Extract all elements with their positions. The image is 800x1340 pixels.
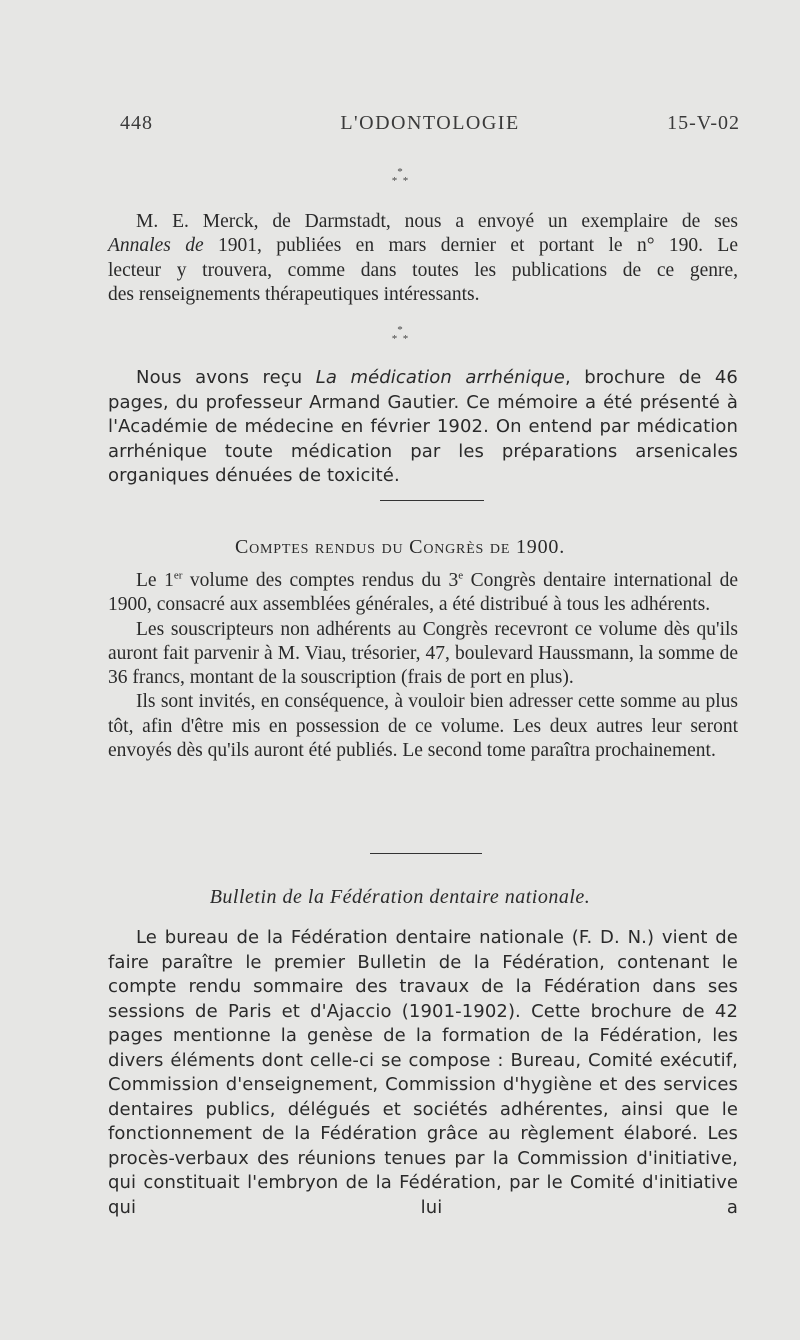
- p1-pre: Le 1: [136, 570, 174, 591]
- arrhenique-paragraph: [108, 366, 738, 489]
- section-divider-2: [370, 853, 482, 854]
- arrhenique-intro: Nous avons reçu: [136, 367, 316, 388]
- congres-paragraph-3: Ils sont invités, en conséquence, à vouloir bien adresser cette somme au plus tôt, afin d'être mis en possession de ce volume. Les deux autres leur seront envoyés dès qu'ils auront été publiés. Le second tome paraîtra prochainement.: [108, 691, 738, 762]
- congres-paragraph-2: Les souscripteurs non adhérents au Congrès recevront ce volume dès qu'ils auront fait parvenir à M. Viau, trésorier, 47, boulevard Haussmann, la somme de 36 francs, montant de la souscription (frais de port en plus).: [108, 618, 738, 689]
- book-title: La médication arrhénique: [315, 367, 565, 388]
- p1-sup: er: [173, 569, 183, 582]
- p1-sup2: e: [458, 569, 464, 582]
- bulletin-section: [108, 926, 738, 1220]
- merck-line-2-rest: 1901, publiées en mars dernier et portant le n° 190. Le: [218, 235, 738, 257]
- asterisk-pair: [0, 335, 800, 344]
- asterisk-right: *: [402, 175, 409, 187]
- merck-line-1: M. E. Merck, de Darmstadt, nous a envoyé un exemplaire de ses: [136, 211, 738, 232]
- arrhenique-note: [108, 366, 738, 489]
- merck-note: [108, 210, 738, 307]
- merck-line-3: lecteur y trouvera, comme dans toutes les publications de ce genre,: [108, 259, 738, 281]
- annales-title: Annales de: [108, 235, 204, 257]
- issue-date: 15-V-02: [667, 112, 740, 134]
- asterisk-left: *: [391, 175, 398, 187]
- section-divider-1: [380, 500, 484, 501]
- merck-line-4: des renseignements thérapeutiques intéressants.: [108, 283, 480, 305]
- asterisk-left: *: [391, 333, 398, 345]
- asterisk-right: *: [402, 333, 409, 345]
- page-number: 448: [120, 112, 153, 134]
- p1-mid: volume des comptes rendus du 3: [182, 570, 459, 591]
- arrhenique-rest: , brochure de 46 pages, du professeur Armand Gautier. Ce mémoire a été présenté à l'Académie de médecine en février 1902. On entend par médication arrhénique toute médication par les préparations arsenicales organiques dénuées de toxicité.: [108, 367, 738, 486]
- merck-line-2: [108, 234, 738, 258]
- asterisk-pair: [0, 177, 800, 186]
- section-heading-bulletin: Bulletin de la Fédération dentaire nationale.: [209, 886, 591, 908]
- asterisk-top: *: [397, 324, 403, 336]
- asterisk-top: *: [397, 166, 403, 178]
- separator-asterisks-2: [0, 326, 800, 344]
- journal-title: L'ODONTOLOGIE: [340, 112, 520, 134]
- congres-paragraph-1: [108, 569, 738, 618]
- p1-post: Congrès dentaire international de 1900, consacré aux assemblées générales, a été distribué à tous les adhérents.: [108, 570, 738, 616]
- section-heading-congres: Comptes rendus du Congrès de 1900.: [234, 536, 565, 558]
- congres-section: [108, 569, 738, 763]
- separator-asterisks-1: [0, 168, 800, 186]
- bulletin-paragraph-1: Le bureau de la Fédération dentaire nationale (F. D. N.) vient de faire paraître le premier Bulletin de la Fédération, contenant le compte rendu sommaire des travaux de la Fédération dans ses sessions de Paris et d'Ajaccio (1901-1902). Cette brochure de 42 pages mentionne la genèse de la formation de la Fédération, les divers éléments dont celle-ci se compose : Bureau, Comité exécutif, Commission d'enseignement, Commission d'hygiène et des services dentaires publics, délégués et sociétés adhérentes, ainsi que le fonctionnement de la Fédération grâce au règlement élaboré. Les procès-verbaux des réunions tenues par la Commission d'initiative, qui constituait l'embryon de la Fédération, par le Comité d'initiative qui lui a: [108, 927, 738, 1218]
